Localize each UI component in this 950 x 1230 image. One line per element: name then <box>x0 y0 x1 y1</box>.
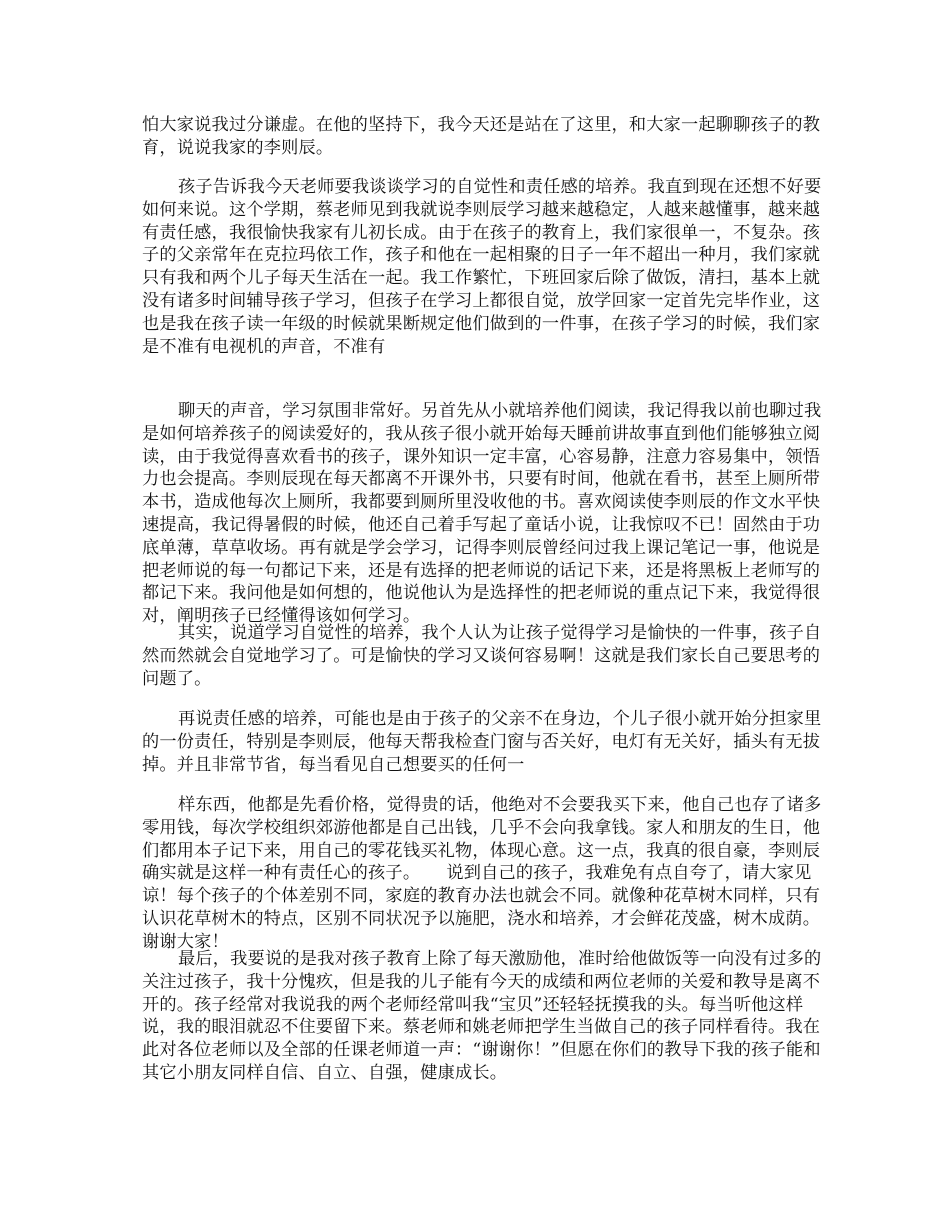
paragraph-1: 怕大家说我过分谦虚。在他的坚持下，我今天还是站在了这里，和大家一起聊聊孩子的教育，说说我家的李则辰。 <box>142 115 821 158</box>
paragraph-5: 再说责任感的培养，可能也是由于孩子的父亲不在身边，个儿子很小就开始分担家里的一份责任，特别是李则辰，他每天帮我检查门窗与否关好，电灯有无关好，插头有无拔掉。并且非常节省，每当看见自己想要买的任何一 <box>142 709 822 775</box>
paragraph-4: 其实，说道学习自觉性的培养，我个人认为让孩子觉得学习是愉快的一件事，孩子自然而然就会自觉地学习了。可是愉快的学习又谈何容易啊！这就是我们家长自己要思考的问题了。 <box>142 623 822 689</box>
paragraph-2: 孩子告诉我今天老师要我谈谈学习的自觉性和责任感的培养。我直到现在还想不好要如何来说。这个学期，蔡老师见到我就说李则辰学习越来越稳定，人越来越懂事，越来越有责任感，我很愉快我家有儿初长成。由于在孩子的教育上，我们家很单一，不复杂。孩子的父亲常年在克拉玛依工作，孩子和他在一起相聚的日子一年不超出一种月，我们家就只有我和两个儿子每天生活在一起。我工作繁忙，下班回家后除了做饭，清扫，基本上就没有诸多时间辅导孩子学习，但孩子在学习上都很自觉，放学回家一定首先完毕作业，这也是我在孩子读一年级的时候就果断规定他们做到的一件事，在孩子学习的时候，我们家是不准有电视机的声音，不准有 <box>142 177 822 357</box>
paragraph-7: 最后，我要说的是我对孩子教育上除了每天激励他，准时给他做饭等一向没有过多的关注过孩子，我十分愧疚，但是我的儿子能有今天的成绩和两位老师的关爱和教导是离不开的。孩子经常对我说我的两个老师经常叫我“宝贝”还轻轻抚摸我的头。每当听他这样说，我的眼泪就忍不住要留下来。蔡老师和姚老师把学生当做自己的孩子同样看待。我在此对各位老师以及全部的任课老师道一声：“谢谢你！”但愿在你们的教导下我的孩子能和其它小朋友同样自信、自立、自强，健康成长。 <box>142 949 822 1083</box>
paragraph-6: 样东西，他都是先看价格，觉得贵的话，他绝对不会要我买下来，他自己也存了诸多零用钱，每次学校组织郊游他都是自己出钱，几乎不会向我拿钱。家人和朋友的生日，他们都用本子记下来，用自己的零花钱买礼物，体现心意。这一点，我真的很自豪，李则辰确实就是这样一种有责任心的孩子。 说到自己的孩子，我难免有点自夸了，请大家见谅！每个孩子的个体差别不同，家庭的教育办法也就会不同。就像种花草树木同样，只有认识花草树木的特点，区别不同状况予以施肥，浇水和培养，才会鲜花茂盛，树木成荫。谢谢大家！ <box>142 795 822 952</box>
paragraph-3: 聊天的声音，学习氛围非常好。另首先从小就培养他们阅读，我记得我以前也聊过我是如何培养孩子的阅读爱好的，我从孩子很小就开始每天睡前讲故事直到他们能够独立阅读，由于我觉得喜欢看书的孩子，课外知识一定丰富，心容易静，注意力容易集中，领悟力也会提高。李则辰现在每天都离不开课外书，只要有时间，他就在看书，甚至上厕所带本书，造成他每次上厕所，我都要到厕所里没收他的书。喜欢阅读使李则辰的作文水平快速提高，我记得暑假的时候，他还自己着手写起了童话小说，让我惊叹不已！固然由于功底单薄，草草收场。再有就是学会学习，记得李则辰曾经问过我上课记笔记一事，他说是把老师说的每一句都记下来，还是有选择的把老师说的话记下来，还是将黑板上老师写的都记下来。我问他是如何想的，他说他认为是选择性的把老师说的重点记下来，我觉得很对，阐明孩子已经懂得该如何学习。 <box>142 401 822 627</box>
